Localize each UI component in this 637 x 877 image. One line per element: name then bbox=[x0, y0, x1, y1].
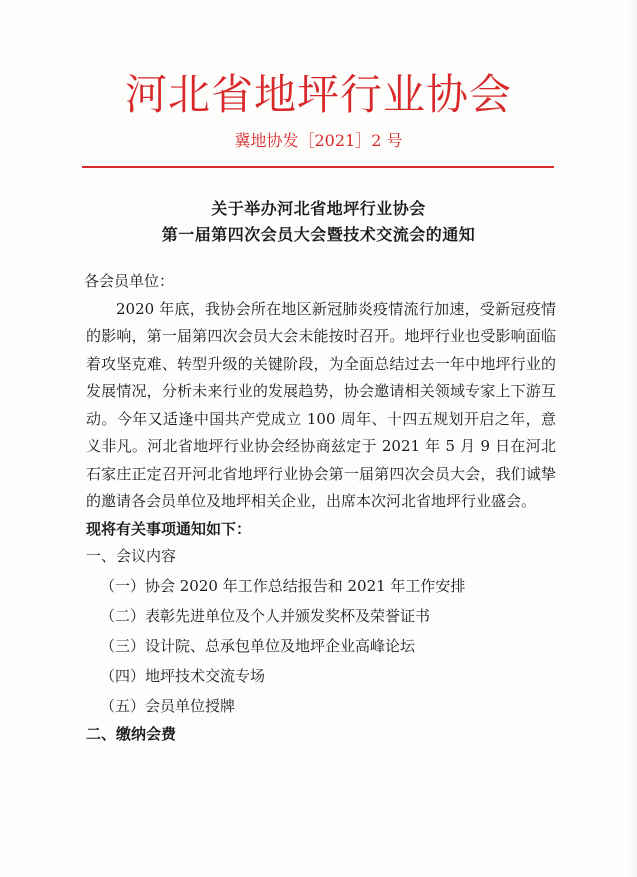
document-body bbox=[86, 268, 556, 748]
list-item: （一）协会 2020 年工作总结报告和 2021 年工作安排 bbox=[100, 576, 466, 595]
red-divider-line bbox=[82, 166, 554, 168]
notice-intro: 现将有关事项通知如下： bbox=[86, 519, 252, 538]
salutation: 各会员单位： bbox=[84, 272, 175, 290]
section-heading-fees: 二、缴纳会费 bbox=[86, 724, 177, 743]
document-title bbox=[0, 196, 637, 248]
document-number: 冀地协发［2021］2 号 bbox=[234, 131, 403, 150]
main-paragraph: 2020 年底，我协会所在地区新冠肺炎疫情流行加速，受新冠疫情的影响，第一届第四次会员大会未能按时召开。地坪行业也受影响面临着攻坚克难、转型升级的关键阶段，为全面总结过去一年中地坪行业的发展情况，分析未来行业的发展趋势，协会邀请相关领域专家上下游互动。今年又适逢中国共产党成立 100 周年、十四五规划开启之年，意义非凡。河北省地坪行业协会经协商兹定于 2021 年 5 月 9 日在河北石家庄正定召开河北省地坪行业协会第一届第四次会员大会，我们诚挚的邀请各会员单位及地坪相关企业，出席本次河北省地坪行业盛会。 bbox=[86, 299, 556, 510]
section-heading-meeting-content: 一、会议内容 bbox=[86, 547, 177, 565]
organization-name: 河北省地坪行业协会 bbox=[124, 70, 512, 119]
list-item: （四）地坪技术交流专场 bbox=[100, 666, 266, 685]
list-item: （三）设计院、总承包单位及地坪企业高峰论坛 bbox=[100, 636, 416, 655]
title-line-2: 第一届第四次会员大会暨技术交流会的通知 bbox=[161, 225, 476, 244]
list-item: （五）会员单位授牌 bbox=[100, 696, 236, 715]
list-item: （二）表彰先进单位及个人并颁发奖杯及荣誉证书 bbox=[100, 606, 431, 625]
title-line-1: 关于举办河北省地坪行业协会 bbox=[211, 199, 426, 218]
